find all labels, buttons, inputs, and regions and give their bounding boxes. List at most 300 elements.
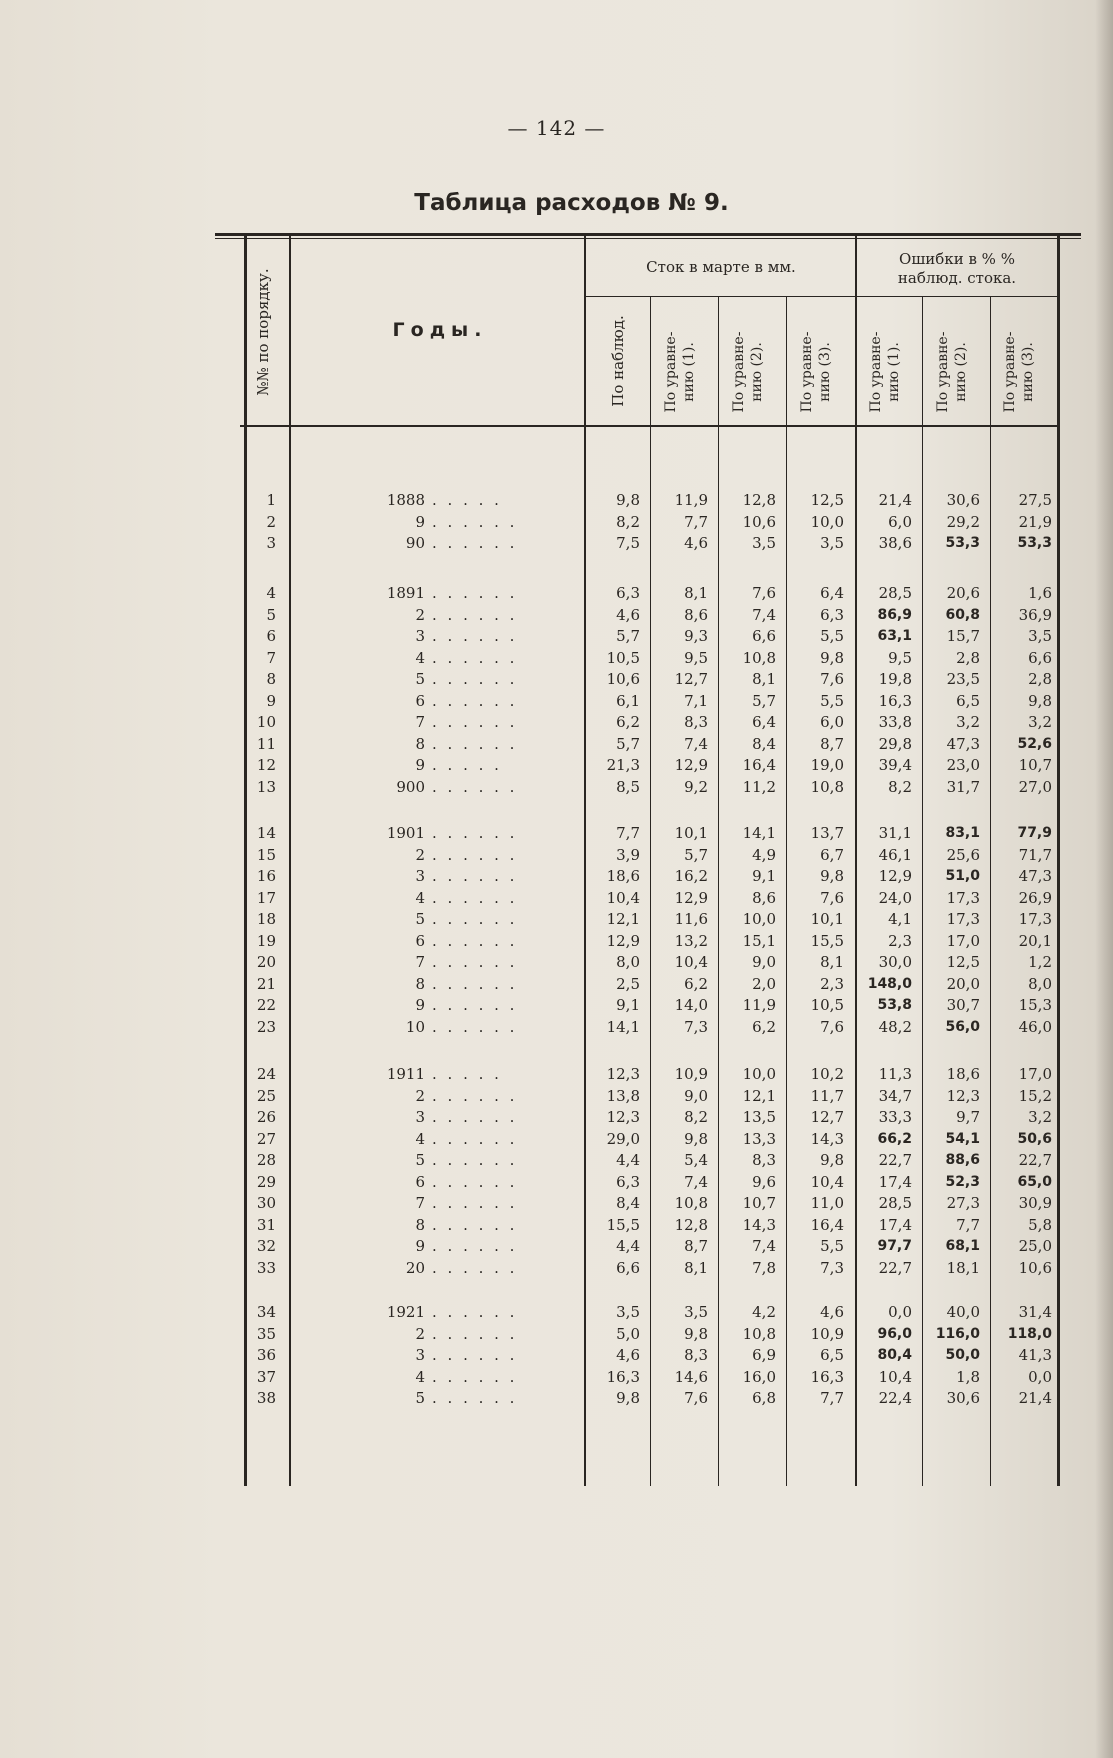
- runoff-value: 10,7: [742, 1194, 776, 1212]
- error-percent-value: 17,3: [946, 888, 980, 907]
- runoff-value: 8,2: [684, 1108, 708, 1126]
- header-errors-line2: наблюд. стока.: [897, 269, 1017, 287]
- error-percent-value: 21,4: [1018, 1389, 1052, 1407]
- row-leader-dots: . . . . . .: [432, 627, 518, 645]
- error-percent-value: 30,6: [946, 1389, 980, 1407]
- row-leader-dots: . . . . . .: [432, 974, 518, 993]
- runoff-value: 11,6: [674, 910, 708, 928]
- runoff-value: 11,9: [674, 491, 708, 509]
- runoff-value: 7,3: [820, 1258, 844, 1277]
- runoff-value: 12,9: [606, 931, 640, 950]
- error-percent-value: 17,3: [946, 910, 980, 928]
- error-percent-value: 0,0: [888, 1303, 912, 1321]
- runoff-value: 5,7: [616, 627, 640, 645]
- error-percent-value: 8,0: [1028, 974, 1052, 993]
- header-col-err1: По уравне- нию (1).: [868, 331, 902, 413]
- error-percent-value: 96,0: [877, 1325, 912, 1342]
- runoff-value: 14,3: [742, 1215, 776, 1234]
- runoff-value: 9,8: [684, 1129, 708, 1148]
- error-percent-value: 56,0: [945, 1018, 980, 1035]
- error-percent-value: 10,4: [878, 1367, 912, 1386]
- row-number: 17: [256, 888, 276, 907]
- table-row: [0, 691, 1113, 712]
- error-percent-value: 51,0: [945, 868, 980, 884]
- error-percent-value: 20,6: [946, 584, 980, 602]
- row-leader-dots: . . . . . .: [432, 1237, 518, 1255]
- row-number: 34: [256, 1303, 276, 1321]
- runoff-value: 4,9: [752, 845, 776, 864]
- runoff-value: 6,2: [616, 713, 640, 731]
- runoff-value: 7,5: [616, 534, 640, 552]
- error-percent-value: 3,2: [1028, 713, 1052, 731]
- runoff-value: 7,6: [820, 888, 844, 907]
- error-percent-value: 24,0: [878, 888, 912, 907]
- runoff-value: 10,9: [810, 1324, 844, 1343]
- error-percent-value: 12,5: [946, 953, 980, 971]
- runoff-value: 3,5: [820, 534, 844, 552]
- runoff-value: 12,1: [742, 1086, 776, 1105]
- error-percent-value: 66,2: [877, 1130, 912, 1147]
- runoff-value: 6,4: [820, 584, 844, 602]
- row-leader-dots: . . . . . .: [432, 1129, 518, 1148]
- error-percent-value: 53,3: [1017, 535, 1052, 551]
- runoff-value: 6,3: [616, 1172, 640, 1191]
- runoff-value: 8,3: [684, 713, 708, 731]
- row-leader-dots: . . . . . .: [432, 1367, 518, 1386]
- error-percent-value: 116,0: [935, 1325, 980, 1342]
- row-leader-dots: . . . . . .: [432, 734, 518, 753]
- table-row: [0, 490, 1113, 511]
- row-number: 12: [256, 756, 276, 774]
- runoff-value: 6,6: [616, 1258, 640, 1277]
- runoff-value: 8,6: [684, 605, 708, 624]
- runoff-value: 6,8: [752, 1389, 776, 1407]
- row-number: 25: [256, 1086, 276, 1105]
- error-percent-value: 4,1: [888, 910, 912, 928]
- error-percent-value: 27,0: [1018, 777, 1052, 796]
- runoff-value: 6,2: [752, 1017, 776, 1036]
- runoff-value: 9,1: [752, 867, 776, 885]
- header-col-eq2: По уравне- нию (2).: [731, 331, 765, 413]
- row-year: 6: [415, 691, 425, 710]
- error-percent-value: 60,8: [945, 606, 980, 623]
- runoff-value: 9,0: [684, 1086, 708, 1105]
- row-leader-dots: . . . . . .: [432, 953, 518, 971]
- table-row: [0, 1150, 1113, 1171]
- row-number: 27: [256, 1129, 276, 1148]
- runoff-value: 10,1: [810, 910, 844, 928]
- runoff-value: 10,0: [742, 1065, 776, 1083]
- error-percent-value: 9,8: [1028, 691, 1052, 710]
- row-number: 32: [256, 1237, 276, 1255]
- table-row: [0, 1258, 1113, 1279]
- row-number: 1: [266, 491, 276, 509]
- error-percent-value: 77,9: [1017, 825, 1052, 841]
- error-percent-value: 15,2: [1018, 1086, 1052, 1105]
- runoff-value: 6,9: [752, 1346, 776, 1364]
- table-row: [0, 669, 1113, 690]
- runoff-value: 6,2: [684, 974, 708, 993]
- error-percent-value: 68,1: [945, 1238, 980, 1254]
- table-row: [0, 648, 1113, 669]
- error-percent-value: 2,8: [956, 648, 980, 667]
- error-percent-value: 8,2: [888, 777, 912, 796]
- error-percent-value: 20,0: [946, 974, 980, 993]
- runoff-value: 7,7: [684, 512, 708, 531]
- runoff-value: 10,6: [742, 512, 776, 531]
- error-percent-value: 28,5: [878, 584, 912, 602]
- error-percent-value: 30,9: [1018, 1194, 1052, 1212]
- row-number: 22: [256, 996, 276, 1014]
- error-percent-value: 12,9: [878, 867, 912, 885]
- runoff-value: 7,3: [684, 1017, 708, 1036]
- runoff-value: 10,5: [606, 648, 640, 667]
- row-year: 1911: [386, 1065, 425, 1083]
- runoff-value: 7,6: [820, 670, 844, 688]
- row-leader-dots: . . . . . .: [432, 1017, 518, 1036]
- error-percent-value: 20,1: [1018, 931, 1052, 950]
- runoff-value: 5,4: [684, 1151, 708, 1169]
- row-number: 4: [266, 584, 276, 602]
- runoff-value: 3,5: [616, 1303, 640, 1321]
- runoff-value: 11,7: [810, 1086, 844, 1105]
- error-percent-value: 30,7: [946, 996, 980, 1014]
- table-row: [0, 1367, 1113, 1388]
- table-row: [0, 1215, 1113, 1236]
- runoff-value: 7,6: [752, 584, 776, 602]
- runoff-value: 8,7: [684, 1237, 708, 1255]
- error-percent-value: 83,1: [945, 825, 980, 841]
- row-number: 8: [266, 670, 276, 688]
- runoff-value: 8,1: [684, 584, 708, 602]
- runoff-value: 16,4: [810, 1215, 844, 1234]
- runoff-value: 4,4: [616, 1151, 640, 1169]
- row-leader-dots: . . . . .: [432, 756, 502, 774]
- runoff-value: 7,7: [820, 1389, 844, 1407]
- error-percent-value: 27,3: [946, 1194, 980, 1212]
- table-row: [0, 952, 1113, 973]
- runoff-value: 10,8: [742, 648, 776, 667]
- runoff-value: 9,8: [684, 1324, 708, 1343]
- runoff-value: 10,1: [674, 824, 708, 842]
- row-leader-dots: . . . . . .: [432, 824, 518, 842]
- error-percent-value: 40,0: [946, 1303, 980, 1321]
- row-year: 4: [415, 888, 425, 907]
- runoff-value: 19,0: [810, 756, 844, 774]
- error-percent-value: 9,7: [956, 1108, 980, 1126]
- row-year: 7: [415, 1194, 425, 1212]
- table-row: [0, 626, 1113, 647]
- error-percent-value: 50,0: [945, 1347, 980, 1363]
- table-row: [0, 1388, 1113, 1409]
- header-col-err2: По уравне- нию (2).: [935, 331, 969, 413]
- row-leader-dots: . . . . . .: [432, 670, 518, 688]
- row-number: 11: [256, 734, 276, 753]
- runoff-value: 5,7: [684, 845, 708, 864]
- runoff-value: 21,3: [606, 756, 640, 774]
- runoff-value: 16,3: [810, 1367, 844, 1386]
- error-percent-value: 48,2: [878, 1017, 912, 1036]
- row-year: 5: [415, 670, 425, 688]
- runoff-value: 10,2: [810, 1065, 844, 1083]
- error-percent-value: 65,0: [1017, 1173, 1052, 1190]
- row-year: 9: [415, 1237, 425, 1255]
- header-col-observed: По наблюд.: [609, 315, 627, 407]
- error-percent-value: 88,6: [945, 1152, 980, 1168]
- runoff-value: 6,4: [752, 713, 776, 731]
- error-percent-value: 2,3: [888, 931, 912, 950]
- row-leader-dots: . . . . . .: [432, 910, 518, 928]
- runoff-value: 7,6: [820, 1017, 844, 1036]
- runoff-value: 8,4: [616, 1194, 640, 1212]
- row-leader-dots: . . . . .: [432, 491, 502, 509]
- runoff-value: 14,6: [674, 1367, 708, 1386]
- error-percent-value: 34,7: [878, 1086, 912, 1105]
- table-row: [0, 605, 1113, 626]
- runoff-value: 4,6: [684, 534, 708, 552]
- runoff-value: 14,3: [810, 1129, 844, 1148]
- runoff-value: 3,5: [752, 534, 776, 552]
- table-row: [0, 1236, 1113, 1257]
- error-percent-value: 22,7: [878, 1258, 912, 1277]
- error-percent-value: 31,7: [946, 777, 980, 796]
- error-percent-value: 17,4: [878, 1215, 912, 1234]
- row-year: 3: [415, 867, 425, 885]
- error-percent-value: 17,0: [1018, 1065, 1052, 1083]
- row-year: 3: [415, 1346, 425, 1364]
- error-percent-value: 6,0: [888, 512, 912, 531]
- error-percent-value: 18,6: [946, 1065, 980, 1083]
- row-year: 5: [415, 1389, 425, 1407]
- table-row: [0, 909, 1113, 930]
- row-year: 7: [415, 713, 425, 731]
- table-row: [0, 1129, 1113, 1150]
- error-percent-value: 46,1: [878, 845, 912, 864]
- runoff-value: 8,5: [616, 777, 640, 796]
- runoff-value: 14,1: [742, 824, 776, 842]
- row-number: 5: [266, 605, 276, 624]
- error-percent-value: 2,8: [1028, 670, 1052, 688]
- header-runoff-group: Сток в марте в мм.: [646, 258, 796, 276]
- error-percent-value: 22,7: [878, 1151, 912, 1169]
- error-percent-value: 30,0: [878, 953, 912, 971]
- error-percent-value: 53,8: [877, 997, 912, 1013]
- error-percent-value: 27,5: [1018, 491, 1052, 509]
- row-number: 10: [256, 713, 276, 731]
- row-leader-dots: . . . . . .: [432, 1346, 518, 1364]
- runoff-value: 9,8: [820, 1151, 844, 1169]
- error-percent-value: 52,6: [1017, 735, 1052, 752]
- error-percent-value: 17,4: [878, 1172, 912, 1191]
- runoff-value: 13,8: [606, 1086, 640, 1105]
- table-top-rule-thin: [215, 238, 1081, 239]
- table-row: [0, 755, 1113, 776]
- table-row: [0, 866, 1113, 887]
- runoff-value: 7,4: [752, 605, 776, 624]
- error-percent-value: 7,7: [956, 1215, 980, 1234]
- row-leader-dots: . . . . . .: [432, 931, 518, 950]
- error-percent-value: 22,4: [878, 1389, 912, 1407]
- header-col-eq1: По уравне- нию (1).: [663, 331, 697, 413]
- error-percent-value: 54,1: [945, 1130, 980, 1147]
- table-row: [0, 712, 1113, 733]
- header-years: Годы.: [392, 319, 488, 341]
- row-leader-dots: . . . . . .: [432, 713, 518, 731]
- runoff-subheader-rule: [584, 296, 856, 297]
- row-number: 6: [266, 627, 276, 645]
- error-percent-value: 71,7: [1018, 845, 1052, 864]
- row-leader-dots: . . . . . .: [432, 1108, 518, 1126]
- row-leader-dots: . . . . . .: [432, 1086, 518, 1105]
- error-percent-value: 5,8: [1028, 1215, 1052, 1234]
- runoff-value: 10,5: [810, 996, 844, 1014]
- table-row: [0, 1017, 1113, 1038]
- runoff-value: 4,4: [616, 1237, 640, 1255]
- error-percent-value: 21,4: [878, 491, 912, 509]
- row-number: 19: [256, 931, 276, 950]
- runoff-value: 13,3: [742, 1129, 776, 1148]
- header-order-no: №№ по порядку.: [254, 268, 272, 396]
- error-percent-value: 17,0: [946, 931, 980, 950]
- runoff-value: 13,2: [674, 931, 708, 950]
- runoff-value: 6,5: [820, 1346, 844, 1364]
- table-top-rule: [215, 233, 1081, 236]
- row-number: 28: [256, 1151, 276, 1169]
- runoff-value: 12,8: [742, 491, 776, 509]
- error-percent-value: 12,3: [946, 1086, 980, 1105]
- row-year: 6: [415, 931, 425, 950]
- runoff-value: 5,7: [752, 691, 776, 710]
- table-row: [0, 974, 1113, 995]
- row-leader-dots: . . . . . .: [432, 1151, 518, 1169]
- runoff-value: 16,3: [606, 1367, 640, 1386]
- row-number: 9: [266, 691, 276, 710]
- error-percent-value: 33,8: [878, 713, 912, 731]
- runoff-value: 6,7: [820, 845, 844, 864]
- row-leader-dots: . . . . . .: [432, 1258, 518, 1277]
- error-percent-value: 31,4: [1018, 1303, 1052, 1321]
- row-leader-dots: . . . . . .: [432, 996, 518, 1014]
- runoff-value: 5,7: [616, 734, 640, 753]
- row-year: 9: [415, 756, 425, 774]
- runoff-value: 6,3: [616, 584, 640, 602]
- row-year: 8: [415, 734, 425, 753]
- runoff-value: 2,0: [752, 974, 776, 993]
- runoff-value: 6,6: [752, 627, 776, 645]
- table-row: [0, 1324, 1113, 1345]
- runoff-value: 7,4: [684, 734, 708, 753]
- errors-subheader-rule: [856, 296, 1058, 297]
- runoff-value: 8,4: [752, 734, 776, 753]
- runoff-value: 10,0: [742, 910, 776, 928]
- row-leader-dots: . . . . . .: [432, 845, 518, 864]
- error-percent-value: 16,3: [878, 691, 912, 710]
- row-year: 900: [396, 777, 425, 796]
- runoff-value: 9,8: [616, 1389, 640, 1407]
- row-leader-dots: . . . . . .: [432, 1215, 518, 1234]
- row-number: 3: [266, 534, 276, 552]
- error-percent-value: 21,9: [1018, 512, 1052, 531]
- runoff-value: 29,0: [606, 1129, 640, 1148]
- error-percent-value: 10,7: [1018, 756, 1052, 774]
- runoff-value: 3,5: [684, 1303, 708, 1321]
- error-percent-value: 46,0: [1018, 1017, 1052, 1036]
- runoff-value: 4,6: [820, 1303, 844, 1321]
- row-number: 38: [256, 1389, 276, 1407]
- row-number: 35: [256, 1324, 276, 1343]
- runoff-value: 18,6: [606, 867, 640, 885]
- runoff-value: 12,7: [674, 670, 708, 688]
- table-row: [0, 1302, 1113, 1323]
- row-year: 2: [415, 605, 425, 624]
- runoff-value: 7,4: [684, 1172, 708, 1191]
- runoff-value: 9,8: [616, 491, 640, 509]
- error-percent-value: 17,3: [1018, 910, 1052, 928]
- table-row: [0, 1107, 1113, 1128]
- row-year: 9: [415, 996, 425, 1014]
- runoff-value: 8,6: [752, 888, 776, 907]
- table-row: [0, 888, 1113, 909]
- table-row: [0, 1086, 1113, 1107]
- error-percent-value: 19,8: [878, 670, 912, 688]
- row-year: 4: [415, 1367, 425, 1386]
- row-number: 15: [256, 845, 276, 864]
- row-year: 5: [415, 910, 425, 928]
- error-percent-value: 3,2: [956, 713, 980, 731]
- error-percent-value: 47,3: [1018, 867, 1052, 885]
- row-leader-dots: . . . . . .: [432, 1324, 518, 1343]
- row-year: 1888: [386, 491, 425, 509]
- error-percent-value: 41,3: [1018, 1346, 1052, 1364]
- runoff-value: 6,0: [820, 713, 844, 731]
- runoff-value: 16,2: [674, 867, 708, 885]
- runoff-value: 8,3: [752, 1151, 776, 1169]
- error-percent-value: 29,2: [946, 512, 980, 531]
- runoff-value: 8,2: [616, 512, 640, 531]
- row-number: 24: [256, 1065, 276, 1083]
- row-year: 9: [415, 512, 425, 531]
- runoff-value: 14,0: [674, 996, 708, 1014]
- error-percent-value: 53,3: [945, 535, 980, 551]
- runoff-value: 12,9: [674, 888, 708, 907]
- table-row: [0, 512, 1113, 533]
- error-percent-value: 80,4: [877, 1347, 912, 1363]
- runoff-value: 7,6: [684, 1389, 708, 1407]
- runoff-value: 4,6: [616, 1346, 640, 1364]
- row-leader-dots: . . . . . .: [432, 584, 518, 602]
- runoff-value: 9,2: [684, 777, 708, 796]
- runoff-value: 4,6: [616, 605, 640, 624]
- error-percent-value: 118,0: [1007, 1325, 1052, 1342]
- runoff-value: 9,0: [752, 953, 776, 971]
- row-year: 5: [415, 1151, 425, 1169]
- error-percent-value: 52,3: [945, 1173, 980, 1190]
- runoff-value: 10,9: [674, 1065, 708, 1083]
- row-year: 3: [415, 627, 425, 645]
- runoff-value: 6,3: [820, 605, 844, 624]
- error-percent-value: 148,0: [867, 975, 912, 992]
- error-percent-value: 23,0: [946, 756, 980, 774]
- runoff-value: 12,9: [674, 756, 708, 774]
- runoff-value: 7,1: [684, 691, 708, 710]
- row-number: 2: [266, 512, 276, 531]
- error-percent-value: 1,8: [956, 1367, 980, 1386]
- error-percent-value: 6,6: [1028, 648, 1052, 667]
- runoff-value: 10,4: [810, 1172, 844, 1191]
- row-number: 18: [256, 910, 276, 928]
- runoff-value: 12,3: [606, 1108, 640, 1126]
- row-number: 7: [266, 648, 276, 667]
